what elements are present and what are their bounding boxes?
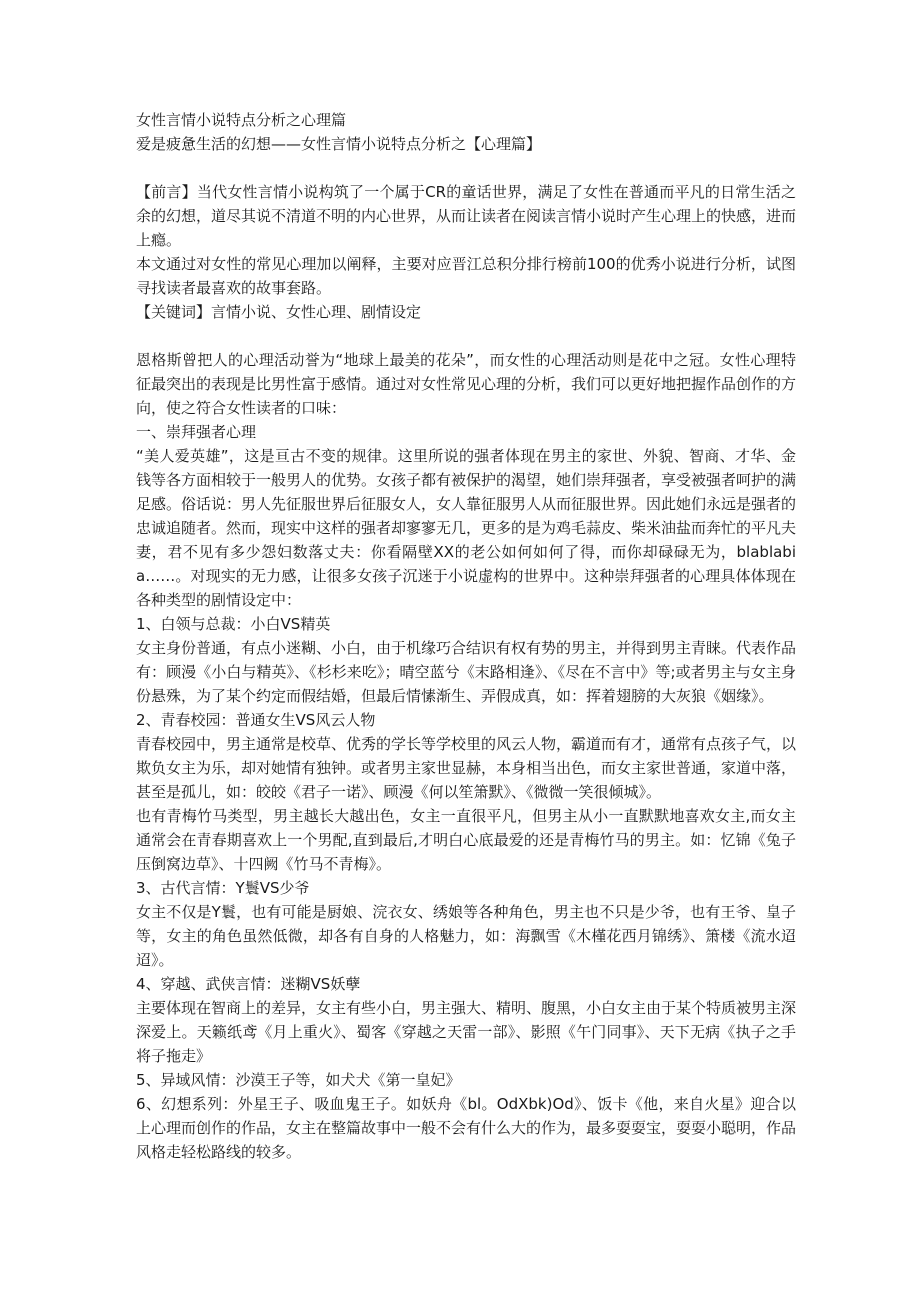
item-heading: 5、异域风情：沙漠王子等，如犬犬《第一皇妃》 — [136, 1071, 461, 1089]
intro-paragraph: 本文通过对女性的常见心理加以阐释，主要对应晋江总积分排行榜前100的优秀小说进行分析，试图寻找读者最喜欢的故事套路。 — [136, 255, 796, 297]
item-heading: 1、白领与总裁：小白VS精英 — [136, 615, 331, 633]
item-body: 也有青梅竹马类型，男主越长大越出色，女主一直很平凡，但男主从小一直默默地喜欢女主,而女主通常会在青春期喜欢上一个男配,直到最后,才明白心底最爱的还是青梅竹马的男主。如：忆锦《兔子压倒窝边草》、十四阙《竹马不青梅》。 — [136, 807, 796, 873]
document-page — [136, 108, 796, 1164]
item-heading: 6、幻想系列：外星王子、吸血鬼王子。如妖舟《bl。OdXbk)Od》、饭卡《他，来自火星》迎合以上心理而创作的作品，女主在整篇故事中一般不会有什么大的作为，最多耍耍宝，耍耍小聪明，作品风格走轻松路线的较多。 — [136, 1095, 797, 1161]
spacer — [136, 324, 796, 348]
preface-paragraph: 【前言】当代女性言情小说构筑了一个属于CR的童话世界，满足了女性在普通而平凡的日常生活之余的幻想，道尽其说不清道不明的内心世界，从而让读者在阅读言情小说时产生心理上的快感，进而上瘾。 — [136, 183, 797, 249]
section-paragraph: “美人爱英雄”，这是亘古不变的规律。这里所说的强者体现在男主的家世、外貌、智商、才华、金钱等各方面相较于一般男人的优势。女孩子都有被保护的渴望，她们崇拜强者，享受被强者呵护的满足感。俗话说：男人先征服世界后征服女人，女人靠征服男人从而征服世界。因此她们永远是强者的忠诚追随者。然而，现实中这样的强者却寥寥无几，更多的是为鸡毛蒜皮、柴米油盐而奔忙的平凡夫妻，君不见有多少怨妇数落丈夫：你看隔壁XX的老公如何如何了得，而你却碌碌无为，blablabia……。对现实的无力感，让很多女孩子沉迷于小说虚构的世界中。这种崇拜强者的心理具体体现在各种类型的剧情设定中： — [136, 447, 797, 609]
item-body: 女主身份普通，有点小迷糊、小白，由于机缘巧合结识有权有势的男主，并得到男主青睐。代表作品有：顾漫《小白与精英》、《杉杉来吃》；晴空蓝兮《末路相逢》、《尽在不言中》等;或者男主与女主身份悬殊，为了某个约定而假结婚，但最后情愫渐生、弄假成真，如：挥着翅膀的大灰狼《姻缘》。 — [136, 639, 797, 705]
item-heading: 2、青春校园：普通女生VS风云人物 — [136, 711, 376, 729]
spacer — [136, 156, 796, 180]
item-body: 青春校园中，男主通常是校草、优秀的学长等学校里的风云人物，霸道而有才，通常有点孩子气，以欺负女主为乐，却对她情有独钟。或者男主家世显赫，本身相当出色，而女主家世普通，家道中落，甚至是孤儿，如：皎皎《君子一诺》、顾漫《何以笙箫默》、《微微一笑很倾城》。 — [136, 735, 797, 801]
section-heading: 一、崇拜强者心理 — [136, 423, 257, 441]
item-body: 女主不仅是Y鬟，也有可能是厨娘、浣衣女、绣娘等各种角色，男主也不只是少爷，也有王爷、皇子等，女主的角色虽然低微，却各有自身的人格魅力，如：海飘雪《木槿花西月锦绣》、箫楼《流水迢迢》。 — [136, 903, 796, 969]
item-heading: 4、穿越、武侠言情：迷糊VS妖孽 — [136, 975, 361, 993]
engels-paragraph: 恩格斯曾把人的心理活动誉为“地球上最美的花朵”，而女性的心理活动则是花中之冠。女性心理特征最突出的表现是比男性富于感情。通过对女性常见心理的分析，我们可以更好地把握作品创作的方向，使之符合女性读者的口味： — [136, 351, 797, 417]
item-heading: 3、古代言情：Y鬟VS少爷 — [136, 879, 310, 897]
document-title: 女性言情小说特点分析之心理篇 — [136, 111, 347, 129]
document-subtitle: 爱是疲惫生活的幻想——女性言情小说特点分析之【心理篇】 — [136, 135, 542, 153]
keywords-line: 【关键词】言情小说、女性心理、剧情设定 — [136, 303, 422, 321]
item-body: 主要体现在智商上的差异，女主有些小白，男主强大、精明、腹黑，小白女主由于某个特质被男主深深爱上。天籁纸鸢《月上重火》、蜀客《穿越之天雷一部》、影照《午门同事》、天下无病《执子之手将子拖走》 — [136, 999, 797, 1065]
